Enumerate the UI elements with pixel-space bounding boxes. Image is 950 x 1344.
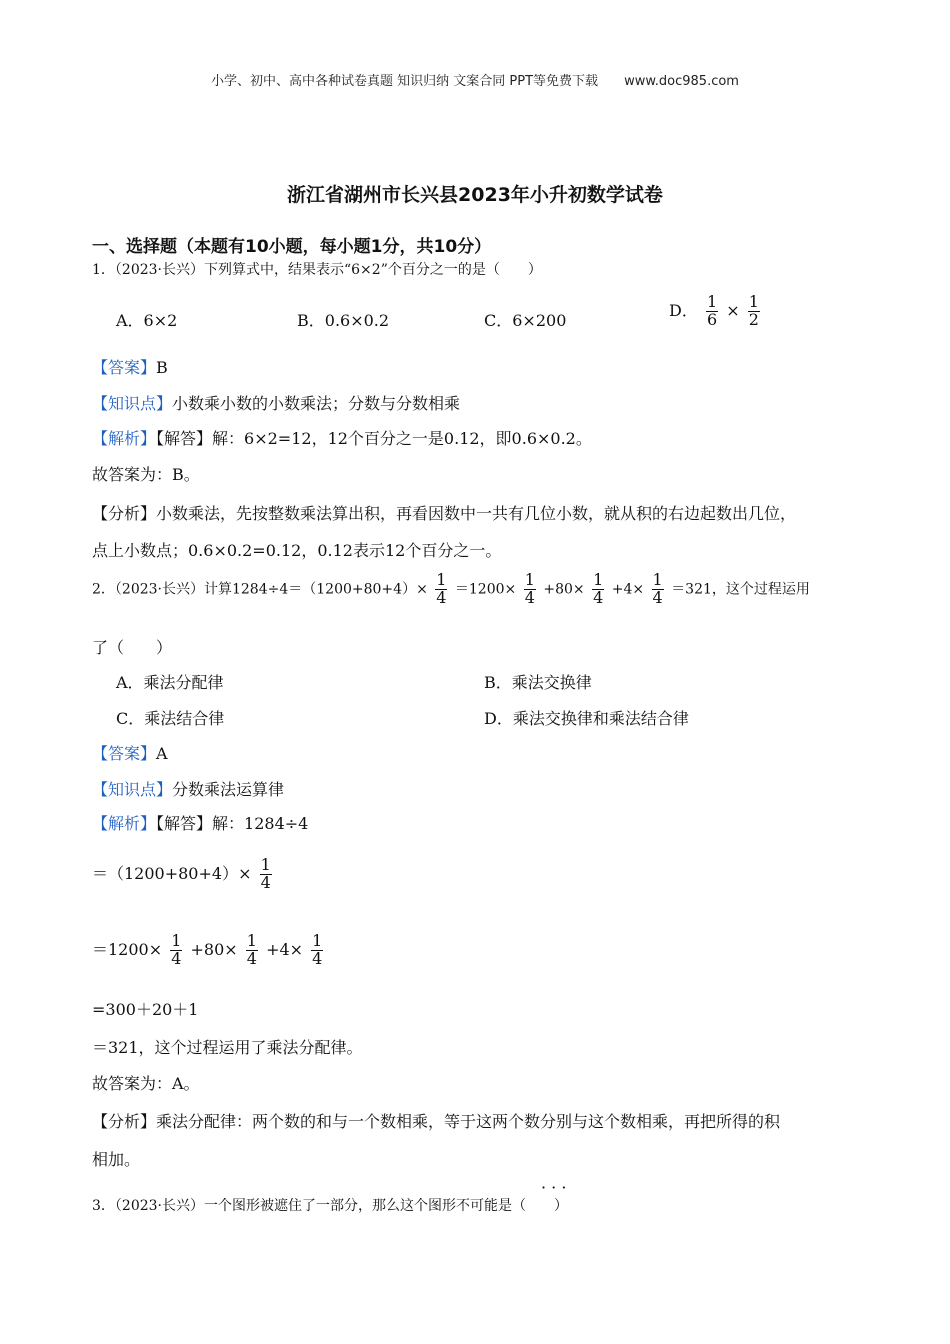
- q1-conclusion: 故答案为：B。: [92, 465, 200, 484]
- q3-stem: 3．（2023·长兴）一个图形被遮住了一部分，那么这个图形不可能是（ ）: [92, 1198, 568, 1214]
- q1-solution: 【解析】【解答】解：6×2=12，12个百分之一是0.12，即0.6×0.2。: [92, 429, 592, 448]
- fraction-1-6: $\frac{1}{6}$: [706, 292, 718, 329]
- q2-step-1: ＝（1200+80+4）× $\frac{1}{4}$: [92, 855, 271, 892]
- q2-stem: 2．（2023·长兴）计算1284÷4＝（1200+80+4）× $\frac{1}{4}$ ＝1200× $\frac{1}{4}$ +80× $\frac{1}{4}$ +4× $\frac{1}{4}$ ＝321，这个过程运用: [92, 570, 810, 607]
- q2-stem-cont: 了（ ）: [92, 638, 173, 657]
- q1-stem: 1．（2023·长兴）下列算式中，结果表示“6×2”个百分之一的是（ ）: [92, 262, 542, 278]
- fraction-quarter: $\frac{1}{4}$: [246, 931, 257, 968]
- q2-commentary-cont: 相加。: [92, 1150, 141, 1169]
- page-header: [0, 70, 950, 89]
- section-heading: 一、选择题（本题有10小题，每小题1分，共10分）: [92, 237, 492, 257]
- header-text: 小学、初中、高中各种试卷真题 知识归纳 文案合同 PPT等免费下载: [211, 74, 599, 89]
- q2-conclusion: 故答案为：A。: [92, 1074, 200, 1093]
- fraction-quarter: $\frac{1}{4}$: [171, 931, 182, 968]
- exam-title: 浙江省湖州市长兴县2023年小升初数学试卷: [287, 184, 663, 206]
- fraction-quarter: $\frac{1}{4}$: [652, 570, 663, 607]
- fraction-1-2: $\frac{1}{2}$: [748, 292, 759, 329]
- q2-knowledge: 【知识点】分数乘法运算律: [92, 780, 285, 799]
- q1-answer: 【答案】B: [92, 358, 168, 377]
- fraction-quarter: $\frac{1}{4}$: [260, 855, 271, 892]
- fraction-quarter: $\frac{1}{4}$: [593, 570, 604, 607]
- fraction-quarter: $\frac{1}{4}$: [312, 931, 323, 968]
- q1-option-c: C．6×200: [484, 311, 567, 330]
- q2-option-c: C．乘法结合律: [116, 709, 225, 728]
- q1-option-a: A．6×2: [116, 311, 178, 330]
- q1-commentary-cont: 点上小数点；0.6×0.2=0.12，0.12表示12个百分之一。: [92, 541, 502, 560]
- q2-solution: 【解析】【解答】解：1284÷4: [92, 814, 309, 833]
- q1-commentary: 【分析】小数乘法，先按整数乘法算出积，再看因数中一共有几位小数，就从积的右边起数出几位，: [92, 504, 797, 523]
- q1-option-b: B．0.6×0.2: [297, 311, 390, 330]
- q1-option-d: [669, 294, 763, 329]
- q2-commentary: 【分析】乘法分配律：两个数的和与一个数相乘，等于这两个数分别与这个数相乘，再把所得的积: [92, 1112, 781, 1131]
- q1-knowledge: 【知识点】小数乘小数的小数乘法；分数与分数相乘: [92, 394, 461, 413]
- q2-answer: 【答案】A: [92, 744, 168, 763]
- emphasis-dots: · · ·: [541, 1178, 567, 1197]
- fraction-quarter: $\frac{1}{4}$: [436, 570, 447, 607]
- q2-option-d: D．乘法交换律和乘法结合律: [484, 709, 689, 728]
- q2-step-2: ＝1200× $\frac{1}{4}$ +80× $\frac{1}{4}$ +4× $\frac{1}{4}$: [92, 931, 323, 968]
- times-sign: ×: [726, 300, 740, 320]
- q2-option-a: A．乘法分配律: [116, 673, 224, 692]
- q2-step-3: =300＋20＋1: [92, 1000, 199, 1019]
- header-site: www.doc985.com: [624, 74, 739, 89]
- q2-step-4: ＝321，这个过程运用了乘法分配律。: [92, 1038, 363, 1057]
- fraction-quarter: $\frac{1}{4}$: [524, 570, 535, 607]
- q1-option-d-prefix: D．: [669, 300, 698, 320]
- q2-option-b: B．乘法交换律: [484, 673, 592, 692]
